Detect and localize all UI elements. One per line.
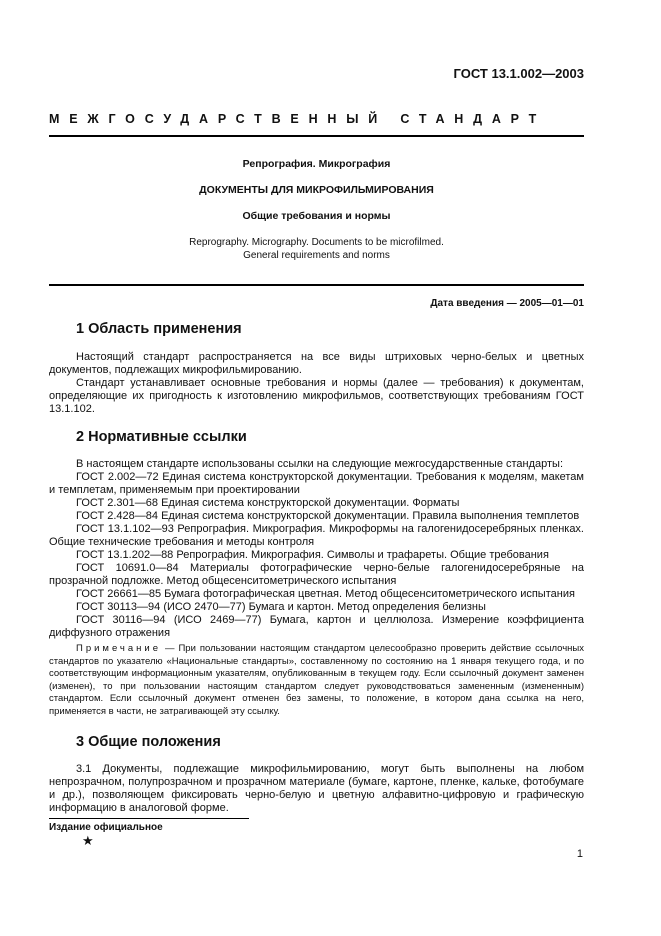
reference-item: ГОСТ 30116—94 (ИСО 2469—77) Бумага, картон и целлюлоза. Измерение коэффициента диффузного отражения [49, 614, 584, 639]
reference-item: ГОСТ 2.301—68 Единая система конструкторской документации. Форматы [76, 497, 460, 509]
page-number: 1 [576, 848, 583, 860]
note-text: — При пользовании настоящим стандартом целесообразно проверить действие ссылочных стандартов по указателю «Национальные стандарты», составленному по состоянию на 1 января текущего года, и по соответствующим информационным указателям, опубликованным в текущем году. Если ссылочный документ заменен (изменен), то при пользовании настоящим стандартом следует руководствоваться замененным (измененным) стандартом. Если ссылочный документ отменен без замены, то положение, в котором дана ссылка на него, применяется в части, не затрагивающей эту ссылку. [49, 643, 584, 717]
standard-banner: МЕЖГОСУДАРСТВЕННЫЙ СТАНДАРТ [49, 112, 547, 126]
document-number: ГОСТ 13.1.002—2003 [453, 66, 584, 81]
section-1-paragraph: Стандарт устанавливает основные требования и нормы (далее — требования) к документам, определяющие их пригодность к изготовлению микрофильмов, соответствующих требованиям ГОСТ 13.1.102. [49, 377, 584, 415]
section-1-body [49, 351, 584, 416]
section-3-heading: 3 Общие положения [76, 734, 221, 750]
reference-item: ГОСТ 13.1.102—93 Репрография. Микрография. Микроформы на галогенидосеребряных пленках. Общие технические требования и методы контроля [49, 523, 584, 548]
introduction-date: Дата введения — 2005—01—01 [430, 298, 584, 309]
title-english [49, 236, 584, 262]
note-label: Примечание [76, 643, 161, 654]
header-rule [49, 135, 584, 137]
title-subject: Репрография. Микрография [242, 158, 391, 170]
title-main: ДОКУМЕНТЫ ДЛЯ МИКРОФИЛЬМИРОВАНИЯ [199, 184, 434, 196]
reference-item: ГОСТ 10691.0—84 Материалы фотографические черно-белые галогенидосеребряные на прозрачной подложке. Метод общесенситометрического испытания [49, 562, 584, 587]
official-edition-label: Издание официальное [49, 822, 163, 833]
reference-item: ГОСТ 13.1.202—88 Репрография. Микрография. Символы и трафареты. Общие требования [76, 549, 549, 561]
section-2-note [49, 643, 584, 718]
star-icon: ★ [82, 833, 94, 848]
reference-item: ГОСТ 2.002—72 Единая система конструкторской документации. Требования к моделям, макетам и темплетам, применяемым при проектировании [49, 471, 584, 496]
section-3-body [49, 763, 584, 815]
section-2-body [49, 458, 584, 640]
title-english-line2: General requirements and norms [243, 250, 390, 261]
section-2-intro: В настоящем стандарте использованы ссылки на следующие межгосударственные стандарты: [76, 458, 564, 470]
footer-rule [49, 818, 249, 819]
title-sub: Общие требования и нормы [242, 210, 391, 222]
reference-item: ГОСТ 26661—85 Бумага фотографическая цветная. Метод общесенситометрического испытания [76, 588, 575, 600]
title-rule [49, 284, 584, 286]
section-1-heading: 1 Область применения [76, 321, 242, 337]
section-1-paragraph: Настоящий стандарт распространяется на все виды штриховых черно-белых и цветных документов, подлежащих микрофильмированию. [49, 351, 584, 376]
reference-item: ГОСТ 2.428—84 Единая система конструкторской документации. Правила выполнения темплетов [76, 510, 580, 522]
reference-item: ГОСТ 30113—94 (ИСО 2470—77) Бумага и картон. Метод определения белизны [76, 601, 486, 613]
section-3-paragraph: 3.1 Документы, подлежащие микрофильмированию, могут быть выполнены на любом непрозрачном, полупрозрачном и прозрачном материале (бумаге, картоне, пленке, кальке, фотобумаге и др.), позволяющем фиксировать черно-белую и цветную алфавитно-цифровую и графическую информацию в аналоговой форме. [49, 763, 584, 814]
section-2-heading: 2 Нормативные ссылки [76, 429, 247, 445]
title-english-line1: Reprography. Micrography. Documents to be microfilmed. [189, 237, 444, 248]
